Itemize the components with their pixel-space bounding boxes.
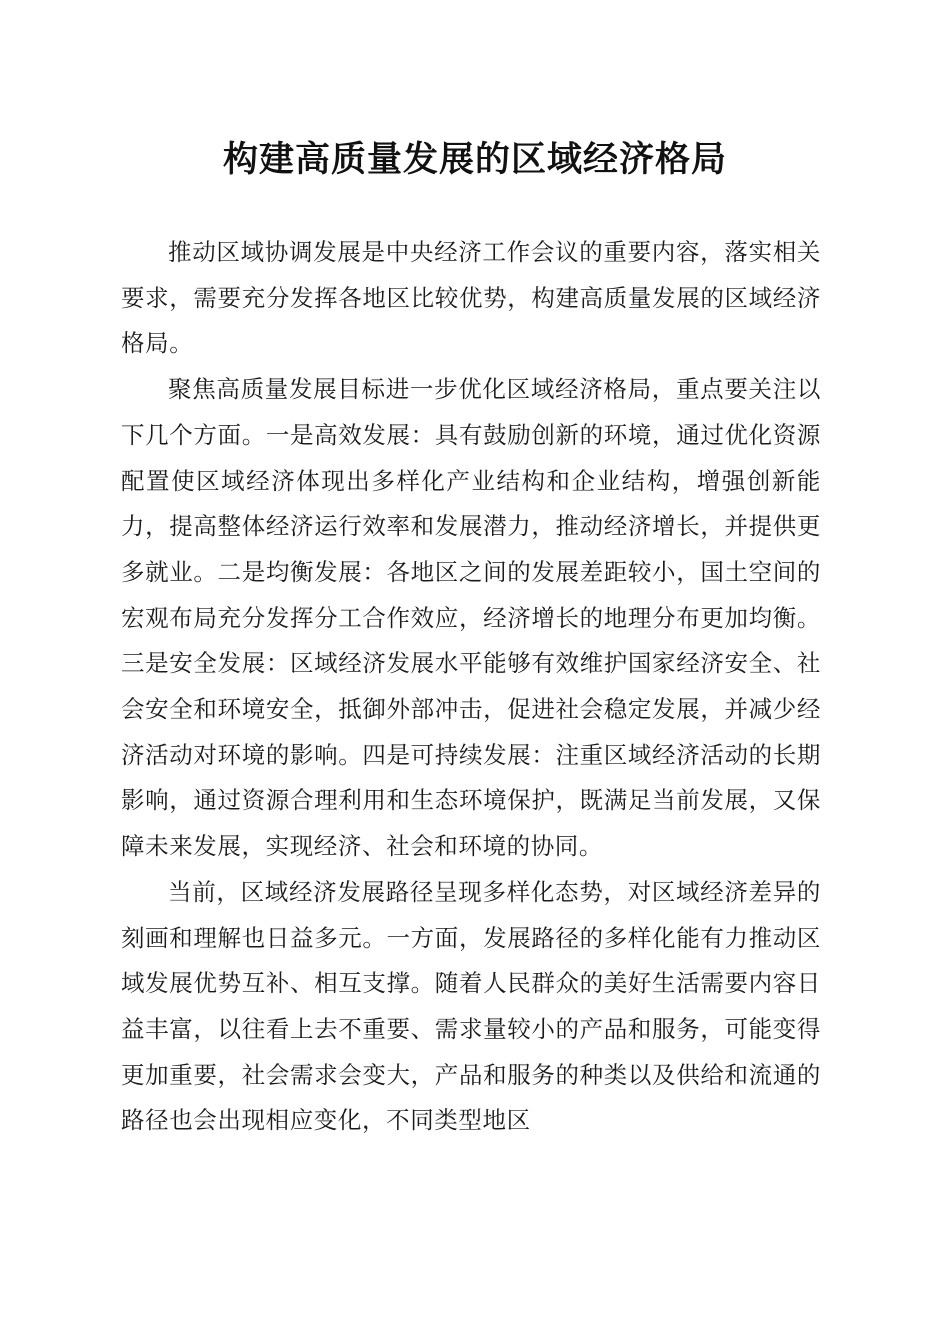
paragraph-2: 聚焦高质量发展目标进一步优化区域经济格局，重点要关注以下几个方面。一是高效发展：具有鼓励创新的环境，通过优化资源配置使区域经济体现出多样化产业结构和企业结构，增强创新能力，提高整体经济运行效率和发展潜力，推动经济增长，并提供更多就业。二是均衡发展：各地区之间的发展差距较小，国土空间的宏观布局充分发挥分工合作效应，经济增长的地理分布更加均衡。三是安全发展：区域经济发展水平能够有效维护国家经济安全、社会安全和环境安全，抵御外部冲击，促进社会稳定发展，并减少经济活动对环境的影响。四是可持续发展：注重区域经济活动的长期影响，通过资源合理利用和生态环境保护，既满足当前发展，又保障未来发展，实现经济、社会和环境的协同。 [121, 375, 821, 861]
document-body [121, 230, 821, 1144]
document-title: 构建高质量发展的区域经济格局 [222, 139, 727, 180]
paragraph-1: 推动区域协调发展是中央经济工作会议的重要内容，落实相关要求，需要充分发挥各地区比较优势，构建高质量发展的区域经济格局。 [121, 238, 821, 358]
paragraph-3: 当前，区域经济发展路径呈现多样化态势，对区域经济差异的刻画和理解也日益多元。一方面，发展路径的多样化能有力推动区域发展优势互补、相互支撑。随着人民群众的美好生活需要内容日益丰富，以往看上去不重要、需求量较小的产品和服务，可能变得更加重要，社会需求会变大，产品和服务的种类以及供给和流通的路径也会出现相应变化，不同类型地区 [121, 877, 821, 1135]
